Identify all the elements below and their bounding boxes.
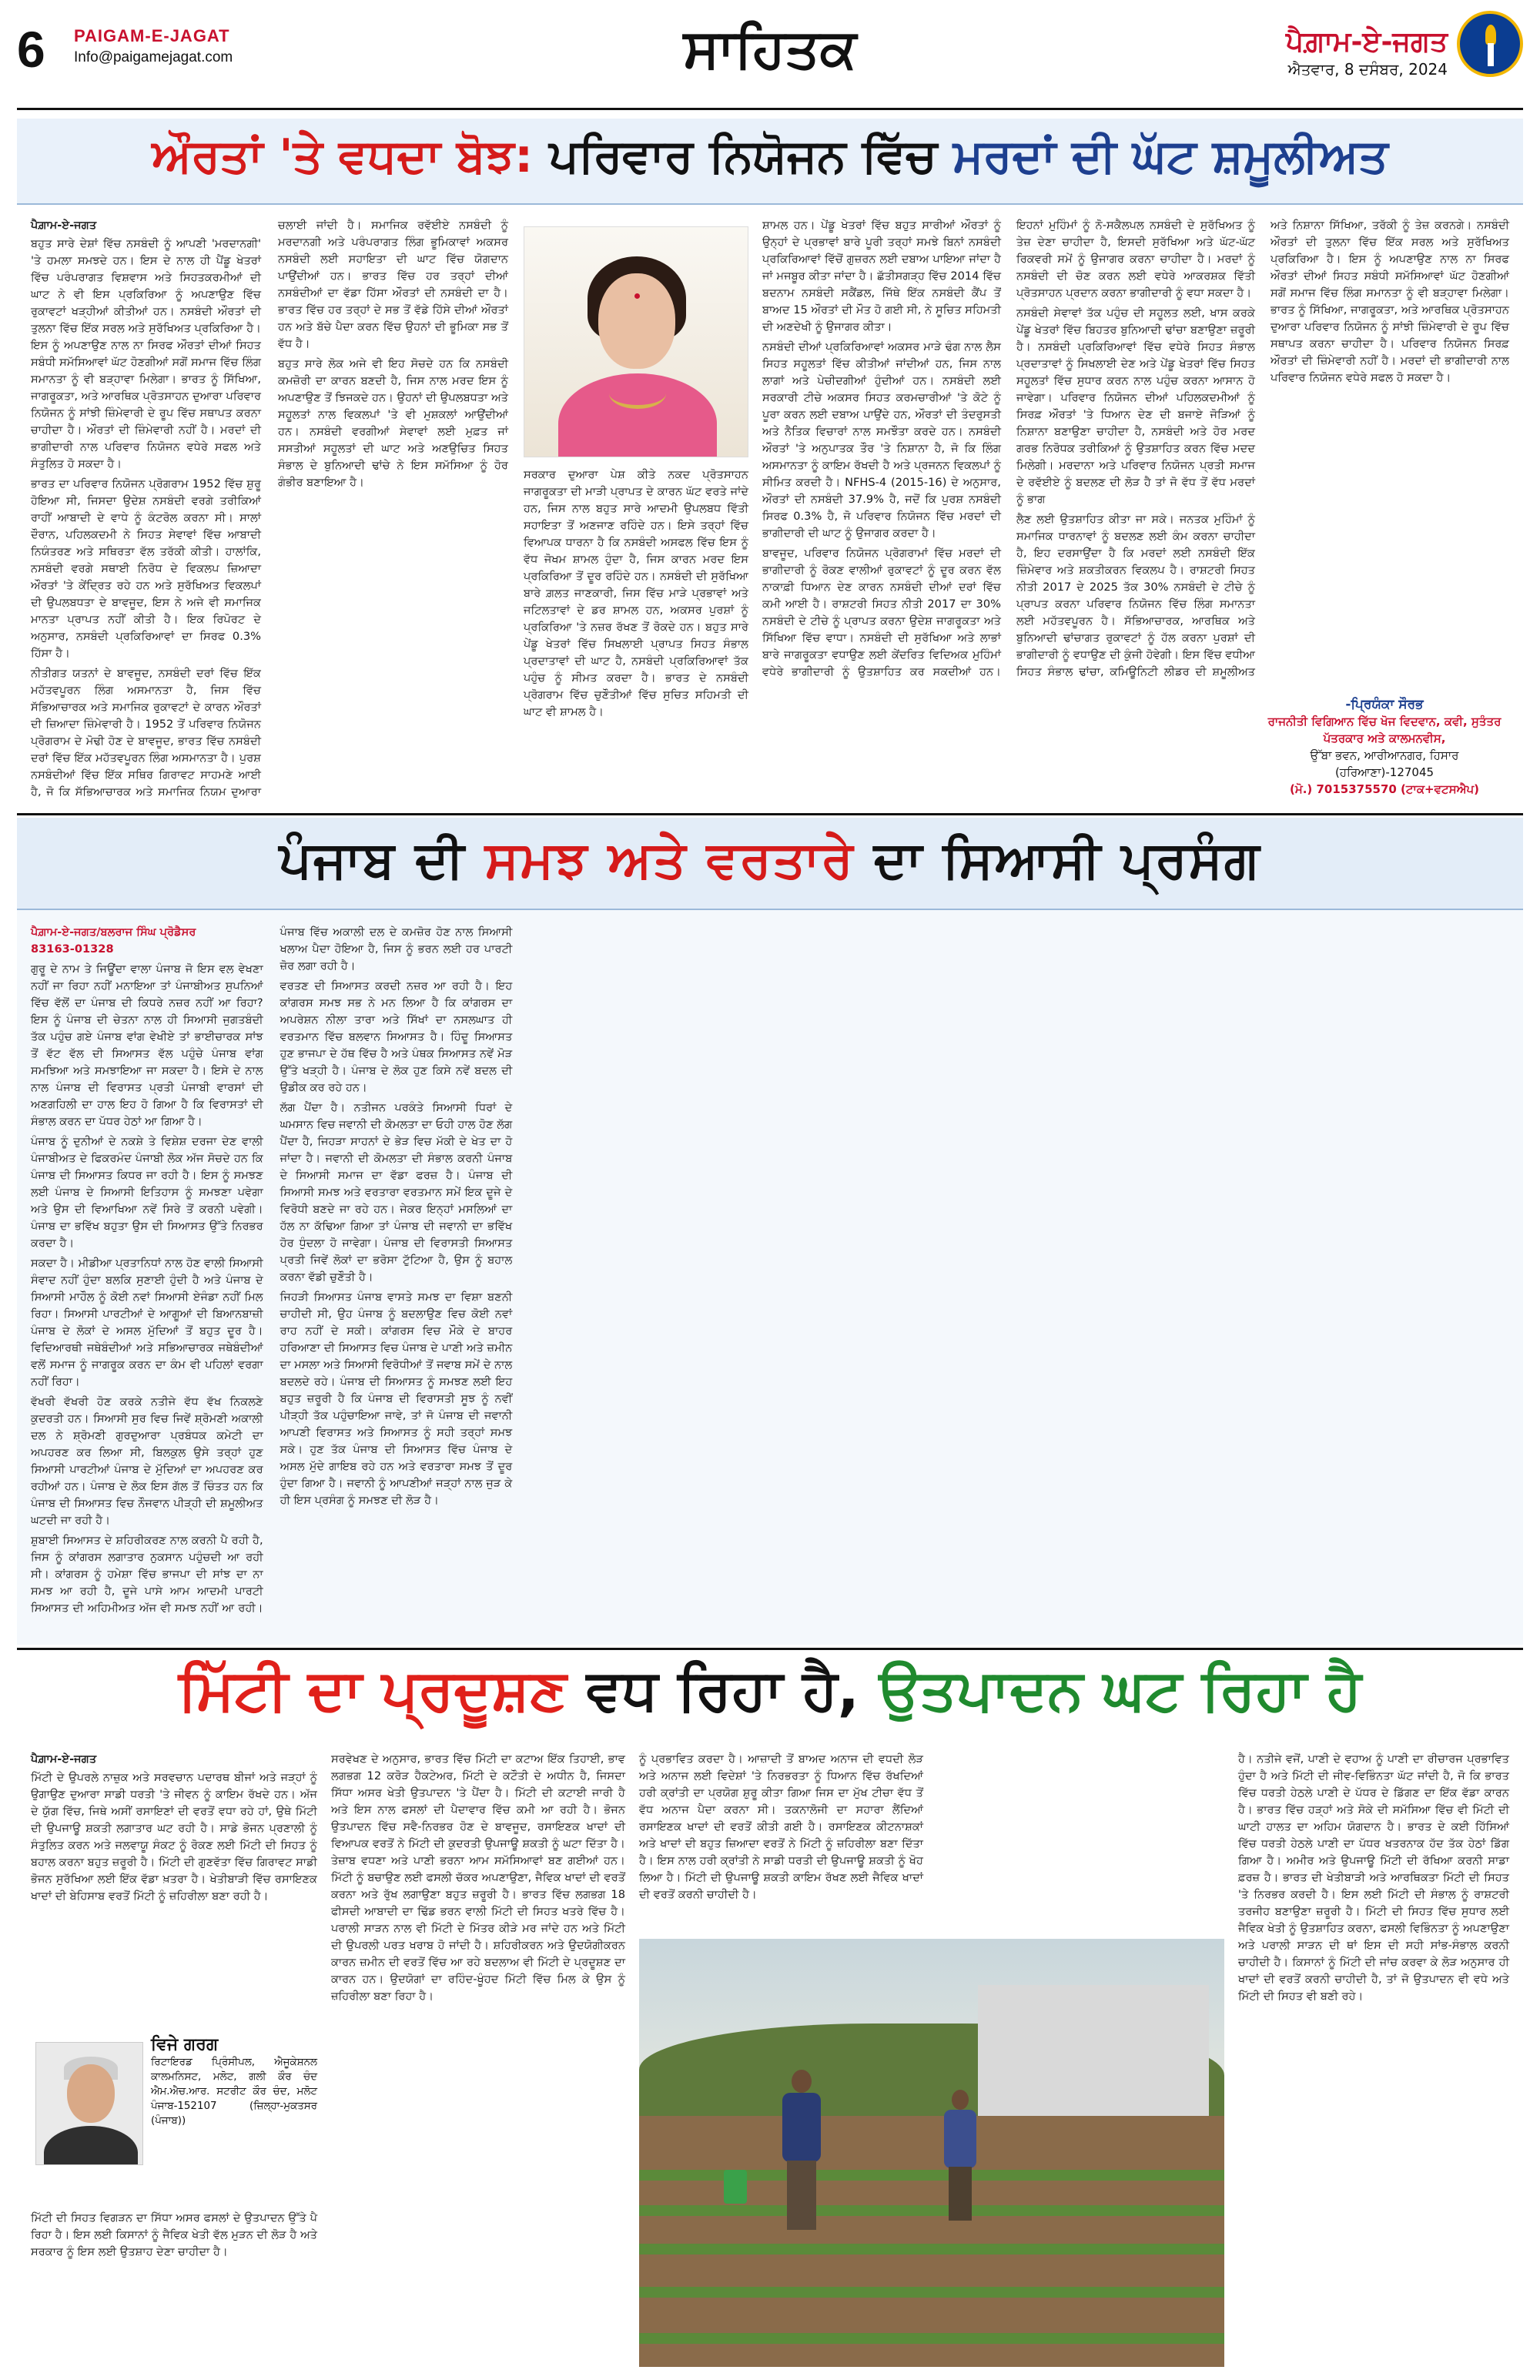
article-column-1 [31, 1751, 317, 2367]
article-column-2 [331, 1751, 625, 2367]
article-soil-pollution [17, 1652, 1523, 2372]
paragraph: ਲੈਣ ਲਈ ਉਤਸ਼ਾਹਿਤ ਕੀਤਾ ਜਾ ਸਕੇ। ਜਨਤਕ ਮੁਹਿੰਮਾਂ ਨੂੰ ਸਮਾਜਿਕ ਧਾਰਨਾਵਾਂ ਨੂੰ ਬਦਲਣ ਲਈ ਕੰਮ ਕਰਨਾ ਚਾਹੀਦਾ ਹੈ, ਇਹ ਦਰਸਾਉਂਦਾ ਹੈ ਕਿ ਮਰਦਾਂ ਲਈ ਨਸਬੰਦੀ ਇੱਕ ਜ਼ਿੰਮੇਵਾਰ ਅਤੇ ਸ਼ਕਤੀਕਰਨ ਵਿਕਲਪ ਹੈ। ਰਾਸ਼ਟਰੀ ਸਿਹਤ ਨੀਤੀ 2017 ਦੇ 2025 ਤੱਕ 30% ਨਸਬੰਦੀ ਦੇ ਟੀਚੇ ਨੂੰ ਪ੍ਰਾਪਤ ਕਰਨਾ ਪਰਿਵਾਰ ਨਿਯੋਜਨ ਵਿੱਚ ਲਿੰਗ ਸਮਾਨਤਾ ਲਈ ਮਹੱਤਵਪੂਰਨ ਹੈ। ਸੱਭਿਆਚਾਰਕ, ਆਰਥਿਕ ਅਤੇ ਬੁਨਿਆਦੀ ਢਾਂਚਾਗਤ ਰੁਕਾਵਟਾਂ ਨੂੰ ਹੱਲ ਕਰਨਾ ਪੁਰਸ਼ਾਂ ਦੀ ਭਾਗੀਦਾਰੀ ਨੂੰ ਵਧਾਉਣ ਦੀ ਕੁੰਜੀ ਹੋਵੇਗੀ। ਇਸ ਵਿੱਚ ਵਧੀਆ ਸਿਹਤ ਸੰਭਾਲ ਢਾਂਚਾ, ਕਮਿਊਨਿਟੀ ਲੀਡਰ ਦੀ ਸ਼ਮੂਲੀਅਤ ਅਤੇ ਨਿਸ਼ਾਨਾ ਸਿੱਖਿਆ, ਤਰੱਕੀ ਨੂੰ ਤੇਜ਼ ਕਰਨਗੇ। ਨਸਬੰਦੀ ਔਰਤਾਂ ਦੀ ਤੁਲਨਾ ਵਿੱਚ ਇੱਕ ਸਰਲ ਅਤੇ ਸੁਰੱਖਿਅਤ ਪ੍ਰਕਿਰਿਆ ਹੈ। ਇਸ ਨੂੰ ਅਪਣਾਉਣ ਨਾਲ ਨਾ ਸਿਰਫ ਔਰਤਾਂ ਦੀਆਂ ਸਿਹਤ ਸਬੰਧੀ ਸਮੱਸਿਆਵਾਂ ਘੱਟ ਹੋਣਗੀਆਂ ਸਗੋਂ ਸਮਾਜ ਵਿੱਚ ਲਿੰਗ ਸਮਾਨਤਾ ਨੂੰ ਵੀ ਬੜ੍ਹਾਵਾ ਮਿਲੇਗਾ। ਭਾਰਤ ਨੂੰ ਸਿੱਖਿਆ, ਜਾਗਰੂਕਤਾ, ਅਤੇ ਆਰਥਿਕ ਪ੍ਰੋਤਸਾਹਨ ਦੁਆਰਾ ਪਰਿਵਾਰ ਨਿਯੋਜਨ ਨੂੰ ਸਾਂਝੀ ਜ਼ਿੰਮੇਵਾਰੀ ਦੇ ਰੂਪ ਵਿੱਚ ਸਥਾਪਤ ਕਰਨਾ ਚਾਹੀਦਾ ਹੈ। ਪਰਿਵਾਰ ਨਿਯੋਜਨ ਸਿਰਫ਼ ਔਰਤਾਂ ਦੀ ਜ਼ਿੰਮੇਵਾਰੀ ਨਹੀਂ ਹੈ। ਮਰਦਾਂ ਦੀ ਭਾਗੀਦਾਰੀ ਨਾਲ ਪਰਿਵਾਰ ਨਿਯੋਜਨ ਵਧੇਰੇ ਸਫਲ ਹੋ ਸਕਦਾ ਹੈ। [1016, 219, 1509, 678]
headline-part-1: ਮਿੱਟੀ ਦਾ ਪ੍ਰਦੂਸ਼ਣ [178, 1657, 567, 1723]
article-column-3 [639, 1751, 1224, 1928]
paragraph: ਨਸਬੰਦੀ ਸੇਵਾਵਾਂ ਤੱਕ ਪਹੁੰਚ ਦੀ ਸਹੂਲਤ ਲਈ, ਖਾਸ ਕਰਕੇ ਪੇਂਡੂ ਖੇਤਰਾਂ ਵਿੱਚ ਬਿਹਤਰ ਬੁਨਿਆਦੀ ਢਾਂਚਾ ਬਣਾਉਣਾ ਜ਼ਰੂਰੀ ਹੈ। ਨਸਬੰਦੀ ਪ੍ਰਕਿਰਿਆਵਾਂ ਵਿੱਚ ਵਧੇਰੇ ਸਿਹਤ ਸੰਭਾਲ ਪ੍ਰਦਾਤਾਵਾਂ ਨੂੰ ਸਿਖਲਾਈ ਦੇਣ ਅਤੇ ਪੇਂਡੂ ਖੇਤਰਾਂ ਵਿੱਚ ਸਿਹਤ ਸਹੂਲਤਾਂ ਵਿੱਚ ਸੁਧਾਰ ਕਰਨ ਨਾਲ ਪਹੁੰਚ ਕਰਨਾ ਆਸਾਨ ਹੋ ਜਾਵੇਗਾ। ਪਰਿਵਾਰ ਨਿਯੋਜਨ ਦੀਆਂ ਪਹਿਲਕਦਮੀਆਂ ਨੂੰ ਸਿਰਫ਼ ਔਰਤਾਂ 'ਤੇ ਧਿਆਨ ਦੇਣ ਦੀ ਬਜਾਏ ਜੋੜਿਆਂ ਨੂੰ ਨਿਸ਼ਾਨਾ ਬਣਾਉਣਾ ਚਾਹੀਦਾ ਹੈ, ਨਸਬੰਦੀ ਅਤੇ ਹੋਰ ਮਰਦ ਗਰਭ ਨਿਰੋਧਕ ਤਰੀਕਿਆਂ ਨੂੰ ਉਤਸ਼ਾਹਿਤ ਕਰਨ ਵਿੱਚ ਮਦਦ ਮਿਲੇਗੀ। ਮਰਦਾਨਾ ਅਤੇ ਪਰਿਵਾਰ ਨਿਯੋਜਨ ਪ੍ਰਤੀ ਸਮਾਜ ਦੇ ਰਵੱਈਏ ਨੂੰ ਬਦਲਣ ਦੀ ਲੋੜ ਹੈ ਤਾਂ ਜੋ ਵੱਧ ਤੋਂ ਵੱਧ ਮਰਦਾਂ ਨੂੰ ਭਾਗ [1016, 306, 1255, 506]
spray-can-icon [724, 2170, 747, 2204]
author-name: ਵਿਜੇ ਗਰਗ [151, 2035, 219, 2054]
article-family-planning [17, 119, 1523, 812]
paragraph: ਵੱਖਰੀ ਵੱਖਰੀ ਹੋਣ ਕਰਕੇ ਨਤੀਜੇ ਵੱਧ ਵੱਖ ਨਿਕਲਣੇ ਕੁਦਰਤੀ ਹਨ। ਸਿਆਸੀ ਸੁਰ ਵਿਚ ਜਿਵੇਂ ਸ਼੍ਰੋਮਣੀ ਅਕਾਲੀ ਦਲ ਨੇ ਸ਼੍ਰੋਮਣੀ ਗੁਰਦੁਆਰਾ ਪ੍ਰਬੰਧਕ ਕਮੇਟੀ ਦਾ ਅਪਹਰਣ ਕਰ ਲਿਆ ਸੀ, ਬਿਲਕੁਲ ਉਸੇ ਤਰ੍ਹਾਂ ਹੁਣ ਸਿਆਸੀ ਪਾਰਟੀਆਂ ਪੰਜਾਬ ਦੇ ਮੁੱਦਿਆਂ ਦਾ ਅਪਹਰਣ ਕਰ ਰਹੀਆਂ ਹਨ। ਪੰਜਾਬ ਦੇ ਲੋਕ ਇਸ ਗੱਲ ਤੋਂ ਚਿੰਤਤ ਹਨ ਕਿ ਪੰਜਾਬ ਦੀ ਸਿਆਸਤ ਵਿਚ ਨੌਜਵਾਨ ਪੀੜ੍ਹੀ ਦੀ ਸ਼ਮੂਲੀਅਤ ਘਟਦੀ ਜਾ ਰਹੀ ਹੈ। [31, 1395, 263, 1527]
publication-name: PAIGAM-E-JAGAT [74, 26, 230, 45]
article-body-middle [524, 467, 748, 802]
article-column-4 [1238, 1751, 1509, 2367]
masthead [0, 0, 1540, 115]
paragraph: ਬਹੁਤ ਸਾਰੇ ਲੋਕ ਅਜੇ ਵੀ ਇਹ ਸੋਚਦੇ ਹਨ ਕਿ ਨਸਬੰਦੀ ਕਮਜ਼ੋਰੀ ਦਾ ਕਾਰਨ ਬਣਦੀ ਹੈ, ਜਿਸ ਨਾਲ ਮਰਦ ਇਸ ਨੂੰ ਅਪਣਾਉਣ ਤੋਂ ਝਿਜਕਦੇ ਹਨ। ਉਹਨਾਂ ਦੀ ਉਪਲਬਧਤਾ ਅਤੇ ਸਹੂਲਤਾਂ ਨਾਲ ਵਿਕਲਪਾਂ 'ਤੇ ਵੀ ਮੁਸ਼ਕਲਾਂ ਆਉਂਦੀਆਂ ਹਨ। ਨਸਬੰਦੀ ਵਰਗੀਆਂ ਸੇਵਾਵਾਂ ਲਈ ਮੁਫ਼ਤ ਜਾਂ ਸਸਤੀਆਂ ਸਹੂਲਤਾਂ ਦੀ ਘਾਟ ਅਤੇ ਅਣਉਚਿਤ ਸਿਹਤ ਸੰਭਾਲ ਦੇ ਬੁਨਿਆਦੀ ਢਾਂਚੇ ਨੇ ਇਸ ਸਮੱਸਿਆ ਨੂੰ ਹੋਰ ਗੰਭੀਰ ਬਣਾਇਆ ਹੈ। [278, 357, 508, 489]
author-name: -ਪ੍ਰਿਯੰਕਾ ਸੌਰਭ [1345, 697, 1424, 712]
paragraph: ਭਾਰਤ ਦਾ ਪਰਿਵਾਰ ਨਿਯੋਜਨ ਪ੍ਰੋਗਰਾਮ 1952 ਵਿੱਚ ਸ਼ੁਰੂ ਹੋਇਆ ਸੀ, ਜਿਸਦਾ ਉਦੇਸ਼ ਨਸਬੰਦੀ ਵਰਗੇ ਤਰੀਕਿਆਂ ਰਾਹੀਂ ਆਬਾਦੀ ਦੇ ਵਾਧੇ ਨੂੰ ਕੰਟਰੋਲ ਕਰਨਾ ਸੀ। ਸਾਲਾਂ ਦੌਰਾਨ, ਪਹਿਲਕਦਮੀ ਨੇ ਸਿਹਤ ਸੇਵਾਵਾਂ ਵਿੱਚ ਆਬਾਦੀ ਨਿਯੰਤਰਣ ਅਤੇ ਸਥਿਰਤਾ ਵੱਲ ਤਰੱਕੀ ਕੀਤੀ। ਹਾਲਾਂਕਿ, ਨਸਬੰਦੀ ਵਰਗੇ ਸਥਾਈ ਨਿਰੋਧ ਦੇ ਵਿਕਲਪ ਜ਼ਿਆਦਾ ਔਰਤਾਂ 'ਤੇ ਕੇਂਦ੍ਰਿਤ ਰਹੇ ਹਨ ਅਤੇ ਸੁਰੱਖਿਅਤ ਵਿਕਲਪਾਂ ਦੀ ਉਪਲਬਧਤਾ ਦੇ ਬਾਵਜੂਦ, ਇਸ ਨੇ ਅਜੇ ਵੀ ਸਮਾਜਿਕ ਮਾਨਤਾ ਪ੍ਰਾਪਤ ਨਹੀਂ ਕੀਤੀ ਹੈ। ਇਕ ਰਿਪੋਰਟ ਦੇ ਅਨੁਸਾਰ, ਨਸਬੰਦੀ ਪ੍ਰਕਿਰਿਆਵਾਂ ਦਾ ਸਿਰਫ 0.3% ਹਿੱਸਾ ਹੈ। [31, 477, 261, 660]
author-signature [1260, 696, 1509, 804]
farmer-legs [949, 2167, 972, 2221]
farmer-head [952, 2090, 969, 2110]
torch-stem-icon [1488, 43, 1494, 66]
issue-date: ਐਤਵਾਰ, 8 ਦਸੰਬਰ, 2024 [1287, 60, 1448, 79]
author-card [31, 2037, 317, 2199]
byline: ਪੈਗ਼ਾਮ-ਏ-ਜਗਤ/ਬਲਰਾਜ ਸਿੰਘ ਪ੍ਰੋਡੈਸਰ [31, 926, 196, 939]
photo-crop-row [639, 2205, 1224, 2216]
article-punjab-politics [17, 818, 1523, 1645]
paragraph: ਬਾਵਜੂਦ, ਪਰਿਵਾਰ ਨਿਯੋਜਨ ਪ੍ਰੋਗਰਾਮਾਂ ਵਿੱਚ ਮਰਦਾਂ ਦੀ ਭਾਗੀਦਾਰੀ ਨੂੰ ਰੋਕਣ ਵਾਲੀਆਂ ਰੁਕਾਵਟਾਂ ਨੂੰ ਦੂਰ ਕਰਨ ਵੱਲ ਨਾਕਾਫ਼ੀ ਧਿਆਨ ਦੇਣ ਕਾਰਨ ਨਸਬੰਦੀ ਦੀਆਂ ਦਰਾਂ ਵਿੱਚ ਕਮੀ ਆਈ ਹੈ। ਰਾਸ਼ਟਰੀ ਸਿਹਤ ਨੀਤੀ 2017 ਦਾ 30% ਨਸਬੰਦੀ ਦੇ ਟੀਚੇ ਨੂੰ ਪ੍ਰਾਪਤ ਕਰਨਾ ਉਦੇਸ਼ ਜਾਗਰੂਕਤਾ ਅਤੇ ਸਿੱਖਿਆ ਵਿੱਚ ਵਾਧਾ। ਨਸਬੰਦੀ ਦੀ ਸੁਰੱਖਿਆ ਅਤੇ ਲਾਭਾਂ ਬਾਰੇ ਜਾਗਰੂਕਤਾ ਵਧਾਉਣ ਲਈ ਕੇਂਦਰਿਤ ਵਿਦਿਅਕ ਮੁਹਿੰਮਾਂ ਵਧੇਰੇ ਭਾਗੀਦਾਰੀ ਨੂੰ ਉਤਸ਼ਾਹਿਤ ਕਰ ਸਕਦੀਆਂ ਹਨ। ਇਹਨਾਂ ਮੁਹਿੰਮਾਂ ਨੂੰ ਨੋ-ਸਕੈਲਪਲ ਨਸਬੰਦੀ ਦੇ ਸੁਰੱਖਿਅਤ ਨੂੰ ਤੇਜ਼ ਦੇਣਾ ਚਾਹੀਦਾ ਹੈ, ਇਸਦੀ ਸੁਰੱਖਿਆ ਅਤੇ ਘੱਟ-ਘੱਟ ਰਿਕਵਰੀ ਸਮੇਂ ਨੂੰ ਉਜਾਗਰ ਕਰਨਾ ਚਾਹੀਦਾ ਹੈ। ਮਰਦਾਂ ਨੂੰ ਨਸਬੰਦੀ ਦੀ ਚੋਣ ਕਰਨ ਲਈ ਵਧੇਰੇ ਆਕਰਸ਼ਕ ਵਿੱਤੀ ਪ੍ਰੋਤਸਾਹਨ ਪ੍ਰਦਾਨ ਕਰਨਾ ਭਾਗੀਦਾਰੀ ਨੂੰ ਵਧਾ ਸਕਦਾ ਹੈ। [762, 219, 1255, 678]
portrait-bindi [634, 293, 640, 299]
article-headline [17, 129, 1523, 183]
byline-phone: 83163-01328 [31, 942, 114, 956]
paragraph: ਸ਼ੁਬਾਈ ਸਿਆਸਤ ਦੇ ਸ਼ਹਿਰੀਕਰਣ ਨਾਲ ਕਰਨੀ ਪੈ ਰਹੀ ਹੈ, ਜਿਸ ਨੂੰ ਕਾਂਗਰਸ ਲਗਾਤਾਰ ਨੁਕਸਾਨ ਪਹੁੰਚਦੀ ਆ ਰਹੀ ਸੀ। ਕਾਂਗਰਸ ਨੂੰ ਹਮੇਸ਼ਾ ਵਿੱਚ ਭਾਜਪਾ ਦੀ ਸਾਂਝ ਦਾ ਨਾ ਸਮਝ ਆ ਰਹੀ ਹੈ, ਦੂਜੇ ਪਾਸੇ ਆਮ ਆਦਮੀ ਪਾਰਟੀ ਸਿਆਸਤ ਦੀ ਅਹਿਮੀਅਤ ਅੱਜ ਵੀ ਸਮਝ ਨਹੀਂ ਆ ਰਹੀ। ਪੰਜਾਬ ਵਿੱਚ ਅਕਾਲੀ ਦਲ ਦੇ ਕਮਜ਼ੋਰ ਹੋਣ ਨਾਲ ਸਿਆਸੀ ਖਲਾਅ ਪੈਦਾ ਹੋਇਆ ਹੈ, ਜਿਸ ਨੂੰ ਭਰਨ ਲਈ ਹਰ ਪਾਰਟੀ ਜ਼ੋਰ ਲਗਾ ਰਹੀ ਹੈ। [31, 926, 513, 1615]
paragraph: ਮਿੱਟੀ ਦੀ ਸਿਹਤ ਵਿਗੜਨ ਦਾ ਸਿੱਧਾ ਅਸਰ ਫਸਲਾਂ ਦੇ ਉਤਪਾਦਨ ਉੱਤੇ ਪੈ ਰਿਹਾ ਹੈ। ਇਸ ਲਈ ਕਿਸਾਨਾਂ ਨੂੰ ਜੈਵਿਕ ਖੇਤੀ ਵੱਲ ਮੁੜਨ ਦੀ ਲੋੜ ਹੈ ਅਤੇ ਸਰਕਾਰ ਨੂੰ ਇਸ ਲਈ ਉਤਸ਼ਾਹ ਦੇਣਾ ਚਾਹੀਦਾ ਹੈ। [31, 2211, 317, 2258]
paragraph: ਲੱਗ ਪੈਂਦਾ ਹੈ। ਨਤੀਜਨ ਪਰਕੰਤੇ ਸਿਆਸੀ ਧਿਰਾਂ ਦੇ ਘਮਸਾਨ ਵਿਚ ਜਵਾਨੀ ਦੀ ਕੋਮਲਤਾ ਦਾ ਓਹੀ ਹਾਲ ਹੋਣ ਲੱਗ ਪੈਂਦਾ ਹੈ, ਜਿਹੜਾ ਸਾਹਨਾਂ ਦੇ ਭੇੜ ਵਿਚ ਮੱਕੀ ਦੇ ਖੇਤ ਦਾ ਹੋ ਜਾਂਦਾ ਹੈ। ਜਵਾਨੀ ਦੀ ਕੋਮਲਤਾ ਦੀ ਸੰਭਾਲ ਕਰਨੀ ਪੰਜਾਬ ਦੇ ਸਿਆਸੀ ਸਮਾਜ ਦਾ ਵੱਡਾ ਫਰਜ਼ ਹੈ। ਪੰਜਾਬ ਦੀ ਸਿਆਸੀ ਸਮਝ ਅਤੇ ਵਰਤਾਰਾ ਵਰਤਮਾਨ ਸਮੇਂ ਇਕ ਦੂਜੇ ਦੇ ਵਿਰੋਧੀ ਬਣਦੇ ਜਾ ਰਹੇ ਹਨ। ਜੇਕਰ ਇਨ੍ਹਾਂ ਮਸਲਿਆਂ ਦਾ ਹੱਲ ਨਾ ਕੱਢਿਆ ਗਿਆ ਤਾਂ ਪੰਜਾਬ ਦੀ ਜਵਾਨੀ ਦਾ ਭਵਿੱਖ ਹੋਰ ਧੁੰਦਲਾ ਹੋ ਜਾਵੇਗਾ। ਪੰਜਾਬ ਦੀ ਵਿਰਾਸਤੀ ਸਿਆਸਤ ਪ੍ਰਤੀ ਜਿਵੇਂ ਲੋਕਾਂ ਦਾ ਭਰੋਸਾ ਟੁੱਟਿਆ ਹੈ, ਉਸ ਨੂੰ ਬਹਾਲ ਕਰਨਾ ਵੱਡੀ ਚੁਣੌਤੀ ਹੈ। [280, 1101, 513, 1284]
photo-crop-row [639, 2244, 1224, 2254]
paragraph: ਨੀਤੀਗਤ ਯਤਨਾਂ ਦੇ ਬਾਵਜੂਦ, ਨਸਬੰਦੀ ਦਰਾਂ ਵਿੱਚ ਇੱਕ ਮਹੱਤਵਪੂਰਨ ਲਿੰਗ ਅਸਮਾਨਤਾ ਹੈ, ਜਿਸ ਵਿੱਚ ਸੱਭਿਆਚਾਰਕ ਅਤੇ ਸਮਾਜਿਕ ਰੁਕਾਵਟਾਂ ਦੇ ਕਾਰਨ ਔਰਤਾਂ ਦੀ ਜ਼ਿਆਦਾ ਜ਼ਿੰਮੇਵਾਰੀ ਹੈ। 1952 ਤੋਂ ਪਰਿਵਾਰ ਨਿਯੋਜਨ ਪ੍ਰੋਗਰਾਮ ਦੇ ਮੋਢੀ ਹੋਣ ਦੇ ਬਾਵਜੂਦ, ਭਾਰਤ ਵਿੱਚ ਨਸਬੰਦੀ ਦਰਾਂ ਵਿੱਚ ਇੱਕ ਮਹੱਤਵਪੂਰਨ ਲਿੰਗ ਅਸਮਾਨਤਾ ਹੈ। ਪੁਰਸ਼ ਨਸਬੰਦੀਆਂ ਵਿੱਚ ਇੱਕ ਸਥਿਰ ਗਿਰਾਵਟ ਸਾਹਮਣੇ ਆਈ ਹੈ, ਜੋ ਕਿ ਸੱਭਿਆਚਾਰਕ ਅਤੇ ਸਮਾਜਿਕ ਨਿਯਮ ਦੁਆਰਾ ਚਲਾਈ ਜਾਂਦੀ ਹੈ। ਸਮਾਜਿਕ ਰਵੱਈਏ ਨਸਬੰਦੀ ਨੂੰ ਮਰਦਾਨਗੀ ਅਤੇ ਪਰੰਪਰਾਗਤ ਲਿੰਗ ਭੂਮਿਕਾਵਾਂ ਅਕਸਰ ਨਸਬੰਦੀ ਲਈ ਸਹਾਇਤਾ ਦੀ ਘਾਟ ਵਿੱਚ ਯੋਗਦਾਨ ਪਾਉਂਦੀਆਂ ਹਨ। ਭਾਰਤ ਵਿੱਚ ਹਰ ਤਰ੍ਹਾਂ ਦੀਆਂ ਨਸਬੰਦੀਆਂ ਦਾ ਵੱਡਾ ਹਿੱਸਾ ਔਰਤਾਂ ਦੀ ਨਸਬੰਦੀ ਦਾ ਹੈ। ਭਾਰਤ ਵਿੱਚ ਹਰ ਤਰ੍ਹਾਂ ਦੇ ਸਭ ਤੋਂ ਵੱਡੇ ਹਿੱਸੇ ਦੀਆਂ ਔਰਤਾਂ ਹਨ ਅਤੇ ਬੱਚੇ ਪੈਦਾ ਕਰਨ ਵਿੱਚ ਉਹਨਾਂ ਦੀ ਭੂਮਿਕਾ ਸਭ ਤੋਂ ਵੱਧ ਹੈ। [31, 219, 508, 798]
photo-field [639, 2116, 1224, 2367]
headline-part-1: ਪੰਜਾਬ ਦੀ [279, 830, 466, 889]
page-number: 6 [17, 21, 45, 78]
photo-wall [978, 1985, 1209, 2131]
farmer-spraying-field-photo [639, 1939, 1224, 2367]
farmer-torso [782, 2093, 821, 2162]
author-address: ਉੱਬਾ ਭਵਨ, ਆਰੀਆਨਗਰ, ਹਿਸਾਰ (ਹਰਿਆਣਾ)-127045 [1310, 748, 1459, 779]
section-divider [17, 813, 1523, 815]
article-body [31, 924, 1509, 1632]
author-description: ਰਾਜਨੀਤੀ ਵਿਗਿਆਨ ਵਿੱਚ ਖੋਜ ਵਿਦਵਾਨ, ਕਵੀ, ਸੁਤੰਤਰ ਪੱਤਰਕਾਰ ਅਤੇ ਕਾਲਮਨਵੀਸ, [1267, 715, 1502, 745]
paragraph: ਮਿੱਟੀ ਦੇ ਉਪਰਲੇ ਨਾਜ਼ੁਕ ਅਤੇ ਸਰਵਚਾਨ ਪਦਾਰਥ ਬੀਜਾਂ ਅਤੇ ਜੜ੍ਹਾਂ ਨੂੰ ਉਗਾਉਣ ਦੁਆਰਾ ਸਾਡੀ ਧਰਤੀ 'ਤੇ ਜੀਵਨ ਨੂੰ ਕਾਇਮ ਰੱਖਦੇ ਹਨ। ਅੱਜ ਦੇ ਯੁੱਗ ਵਿੱਚ, ਜਿਥੇ ਅਸੀਂ ਰਸਾਇਣਾਂ ਦੀ ਵਰਤੋਂ ਵਧਾ ਰਹੇ ਹਾਂ, ਉਥੇ ਮਿੱਟੀ ਦੀ ਉਪਜਾਊ ਸ਼ਕਤੀ ਲਗਾਤਾਰ ਘਟ ਰਹੀ ਹੈ। ਸਾਡੇ ਭੋਜਨ ਪ੍ਰਣਾਲੀ ਨੂੰ ਸੰਤੁਲਿਤ ਕਰਨ ਅਤੇ ਜਲਵਾਯੂ ਸੰਕਟ ਨੂੰ ਰੋਕਣ ਲਈ ਮਿੱਟੀ ਦੀ ਸਿਹਤ ਨੂੰ ਬਹਾਲ ਕਰਨਾ ਬਹੁਤ ਜ਼ਰੂਰੀ ਹੈ। ਮਿੱਟੀ ਦੀ ਗੁਣਵੱਤਾ ਵਿੱਚ ਗਿਰਾਵਟ ਸਾਡੀ ਭੋਜਨ ਸੁਰੱਖਿਆ ਲਈ ਇੱਕ ਵੱਡਾ ਖ਼ਤਰਾ ਹੈ। ਖੇਤੀਬਾੜੀ ਵਿੱਚ ਰਸਾਇਣਕ ਖਾਦਾਂ ਦੀ ਬੇਹਿਸਾਬ ਵਰਤੋਂ ਮਿੱਟੀ ਨੂੰ ਜ਼ਹਿਰੀਲਾ ਬਣਾ ਰਹੀ ਹੈ। [31, 1771, 317, 1903]
paragraph: ਹੈ। ਨਤੀਜੇ ਵਜੋਂ, ਪਾਣੀ ਦੇ ਵਹਾਅ ਨੂੰ ਪਾਣੀ ਦਾ ਰੀਚਾਰਜ ਪ੍ਰਭਾਵਿਤ ਹੁੰਦਾ ਹੈ ਅਤੇ ਮਿੱਟੀ ਦੀ ਜੀਵ-ਵਿਭਿੰਨਤਾ ਘੱਟ ਜਾਂਦੀ ਹੈ, ਜੋ ਕਿ ਭਾਰਤ ਵਿੱਚ ਧਰਤੀ ਹੇਠਲੇ ਪਾਣੀ ਦੇ ਪੱਧਰ ਦੇ ਡਿੱਗਣ ਦਾ ਇੱਕ ਵੱਡਾ ਕਾਰਨ ਹੈ। ਭਾਰਤ ਵਿੱਚ ਹੜ੍ਹਾਂ ਅਤੇ ਸੋਕੇ ਦੀ ਸਮੱਸਿਆ ਵਿੱਚ ਵੀ ਮਿੱਟੀ ਦੀ ਘਾਟੀ ਹਾਲਤ ਦਾ ਅਹਿਮ ਯੋਗਦਾਨ ਹੈ। ਭਾਰਤ ਦੇ ਕਈ ਹਿੱਸਿਆਂ ਵਿੱਚ ਧਰਤੀ ਹੇਠਲੇ ਪਾਣੀ ਦਾ ਪੱਧਰ ਖਤਰਨਾਕ ਹੱਦ ਤੱਕ ਹੇਠਾਂ ਡਿੱਗ ਗਿਆ ਹੈ। ਅਮੀਰ ਅਤੇ ਉਪਜਾਊ ਮਿੱਟੀ ਦੀ ਰੱਖਿਆ ਕਰਨੀ ਸਾਡਾ ਫ਼ਰਜ਼ ਹੈ। ਭਾਰਤ ਦੀ ਖੇਤੀਬਾੜੀ ਅਤੇ ਆਰਥਿਕਤਾ ਮਿੱਟੀ ਦੀ ਸਿਹਤ 'ਤੇ ਨਿਰਭਰ ਕਰਦੀ ਹੈ। ਇਸ ਲਈ ਮਿੱਟੀ ਦੀ ਸੰਭਾਲ ਨੂੰ ਰਾਸ਼ਟਰੀ ਤਰਜੀਹ ਬਣਾਉਣਾ ਜ਼ਰੂਰੀ ਹੈ। ਮਿੱਟੀ ਦੀ ਸਿਹਤ ਵਿੱਚ ਸੁਧਾਰ ਲਈ ਜੈਵਿਕ ਖੇਤੀ ਨੂੰ ਉਤਸ਼ਾਹਿਤ ਕਰਨਾ, ਫਸਲੀ ਵਿਭਿੰਨਤਾ ਨੂੰ ਅਪਣਾਉਣਾ ਅਤੇ ਪਰਾਲੀ ਸਾੜਨ ਦੀ ਥਾਂ ਇਸ ਦੀ ਸਹੀ ਸਾਂਭ-ਸੰਭਾਲ ਕਰਨੀ ਚਾਹੀਦੀ ਹੈ। ਕਿਸਾਨਾਂ ਨੂੰ ਮਿੱਟੀ ਦੀ ਜਾਂਚ ਕਰਵਾ ਕੇ ਲੋੜ ਅਨੁਸਾਰ ਹੀ ਖਾਦਾਂ ਦੀ ਵਰਤੋਂ ਕਰਨੀ ਚਾਹੀਦੀ ਹੈ, ਤਾਂ ਜੋ ਉਤਪਾਦਨ ਵੀ ਵਧੇ ਅਤੇ ਮਿੱਟੀ ਦੀ ਸਿਹਤ ਵੀ ਬਣੀ ਰਹੇ। [1238, 1752, 1509, 2003]
masthead-divider [17, 108, 1523, 110]
article-headline [17, 830, 1523, 891]
author-photo-face [67, 2064, 115, 2123]
article-body-left [31, 217, 508, 802]
paragraph: ਵਰਤਣ ਦੀ ਸਿਆਸਤ ਕਰਦੀ ਨਜ਼ਰ ਆ ਰਹੀ ਹੈ। ਇਹ ਕਾਂਗਰਸ ਸਮਝ ਸਭ ਨੇ ਮਨ ਲਿਆ ਹੈ ਕਿ ਕਾਂਗਰਸ ਦਾ ਅਪਰੇਸ਼ਨ ਨੀਲਾ ਤਾਰਾ ਅਤੇ ਸਿੱਖਾਂ ਦਾ ਨਸਲਘਾਤ ਹੀ ਵਰਤਮਾਨ ਵਿੱਚ ਬਲਵਾਨ ਸਿਆਸਤ ਹੈ। ਹਿੰਦੂ ਸਿਆਸਤ ਹੁਣ ਭਾਜਪਾ ਦੇ ਹੱਥ ਵਿੱਚ ਹੈ ਅਤੇ ਪੰਥਕ ਸਿਆਸਤ ਨਵੇਂ ਮੋੜ ਉੱਤੇ ਖੜ੍ਹੀ ਹੈ। ਪੰਜਾਬ ਦੇ ਲੋਕ ਹੁਣ ਕਿਸੇ ਨਵੇਂ ਬਦਲ ਦੀ ਉਡੀਕ ਕਰ ਰਹੇ ਹਨ। [280, 979, 513, 1094]
headline-part-3: ਦਾ ਸਿਆਸੀ ਪ੍ਰਸੰਗ [873, 830, 1261, 889]
paragraph: ਬਹੁਤ ਸਾਰੇ ਦੇਸ਼ਾਂ ਵਿੱਚ ਨਸਬੰਦੀ ਨੂੰ ਆਪਣੀ 'ਮਰਦਾਨਗੀ' 'ਤੇ ਹਮਲਾ ਸਮਝਦੇ ਹਨ। ਇਸ ਦੇ ਨਾਲ ਹੀ ਪੈਂਡੂ ਖੇਤਰਾਂ ਵਿੱਚ ਪਰੰਪਰਾਗਤ ਵਿਸ਼ਵਾਸ ਅਤੇ ਸਿਹਤਕਰਮੀਆਂ ਦੀ ਘਾਟ ਨੇ ਵੀ ਇਸ ਪ੍ਰਕਿਰਿਆ ਨੂੰ ਅਪਣਾਉਣ ਵਿੱਚ ਰੁਕਾਵਟਾਂ ਖੜ੍ਹੀਆਂ ਕੀਤੀਆਂ ਹਨ। ਨਸਬੰਦੀ ਔਰਤਾਂ ਦੀ ਤੁਲਨਾ ਵਿੱਚ ਇੱਕ ਸਰਲ ਅਤੇ ਸੁਰੱਖਿਅਤ ਪ੍ਰਕਿਰਿਆ ਹੈ। ਇਸ ਨੂੰ ਅਪਣਾਉਣ ਨਾਲ ਨਾ ਸਿਰਫ ਔਰਤਾਂ ਦੀਆਂ ਸਿਹਤ ਸਬੰਧੀ ਸਮੱਸਿਆਵਾਂ ਘੱਟ ਹੋਣਗੀਆਂ ਸਗੋਂ ਸਮਾਜ ਵਿੱਚ ਲਿੰਗ ਸਮਾਨਤਾ ਨੂੰ ਵੀ ਬੜ੍ਹਾਵਾ ਮਿਲੇਗਾ। ਭਾਰਤ ਨੂੰ ਸਿੱਖਿਆ, ਜਾਗਰੂਕਤਾ, ਅਤੇ ਆਰਥਿਕ ਪ੍ਰੋਤਸਾਹਨ ਦੁਆਰਾ ਪਰਿਵਾਰ ਨਿਯੋਜਨ ਨੂੰ ਸਾਂਝੀ ਜ਼ਿੰਮੇਵਾਰੀ ਦੇ ਰੂਪ ਵਿੱਚ ਸਥਾਪਤ ਕਰਨਾ ਚਾਹੀਦਾ ਹੈ। ਔਰਤਾਂ ਦੀ ਜ਼ਿੰਮੇਵਾਰੀ ਨਹੀਂ ਹੈ। ਮਰਦਾਂ ਦੀ ਭਾਗੀਦਾਰੀ ਨਾਲ ਪਰਿਵਾਰ ਨਿਯੋਜਨ ਵਧੇਰੇ ਸਫਲ ਅਤੇ ਸੰਤੁਲਿਤ ਹੋ ਸਕਦਾ ਹੈ। [31, 237, 261, 470]
headline-part-3: ਮਰਦਾਂ ਦੀ ਘੱਟ ਸ਼ਮੂਲੀਅਤ [952, 129, 1388, 183]
torch-flame-icon [1485, 25, 1496, 45]
paragraph: ਸ਼ਾਮਲ ਹਨ। ਪੇਂਡੂ ਖੇਤਰਾਂ ਵਿੱਚ ਬਹੁਤ ਸਾਰੀਆਂ ਔਰਤਾਂ ਨੂੰ ਉਨ੍ਹਾਂ ਦੇ ਪ੍ਰਭਾਵਾਂ ਬਾਰੇ ਪੂਰੀ ਤਰ੍ਹਾਂ ਸਮਝੇ ਬਿਨਾਂ ਨਸਬੰਦੀ ਪ੍ਰਕਿਰਿਆਵਾਂ ਵਿੱਚੋਂ ਗੁਜ਼ਰਨ ਲਈ ਦਬਾਅ ਪਾਇਆ ਜਾਂਦਾ ਹੈ ਜਾਂ ਮਜਬੂਰ ਕੀਤਾ ਜਾਂਦਾ ਹੈ। ਛੱਤੀਸਗੜ੍ਹ ਵਿੱਚ 2014 ਵਿੱਚ ਬਦਨਾਮ ਨਸਬੰਦੀ ਸਕੈਂਡਲ, ਜਿੱਥੇ ਇੱਕ ਨਸਬੰਦੀ ਕੈਂਪ ਤੋਂ ਬਾਅਦ 15 ਔਰਤਾਂ ਦੀ ਮੌਤ ਹੋ ਗਈ ਸੀ, ਨੇ ਸੂਚਿਤ ਸਹਿਮਤੀ ਦੀ ਅਣਦੇਖੀ ਨੂੰ ਉਜਾਗਰ ਕੀਤਾ। [762, 219, 1001, 333]
author-photo-body [44, 2126, 138, 2165]
author-lines: ਰਿਟਾਇਰਡ ਪ੍ਰਿੰਸੀਪਲ, ਐਜੂਕੇਸ਼ਨਲ ਕਾਲਮਨਿਸਟ, ਮਲੋਟ, ਗਲੀ ਕੌਰ ਚੰਦ ਐਮ.ਐਚ.ਆਰ. ਸਟਰੀਟ ਕੌਰ ਚੰਦ, ਮਲੋਟ ਪੰਜਾਬ-152107 (ਜ਼ਿਲ੍ਹਾ-ਮੁਕਤਸਰ (ਪੰਜਾਬ)) [151, 2057, 317, 2127]
article-headline [17, 1657, 1523, 1724]
dateline: ਪੈਗ਼ਾਮ-ਏ-ਜਗਤ [31, 1752, 97, 1766]
torch-logo-icon [1457, 11, 1523, 77]
photo-farmer-2 [941, 2090, 979, 2221]
headline-part-2: ਵਧ ਰਿਹਾ ਹੈ, [586, 1657, 859, 1723]
paragraph: ਨਸਬੰਦੀ ਦੀਆਂ ਪ੍ਰਕਿਰਿਆਵਾਂ ਅਕਸਰ ਮਾੜੇ ਢੰਗ ਨਾਲ ਲੈਸ ਸਿਹਤ ਸਹੂਲਤਾਂ ਵਿੱਚ ਕੀਤੀਆਂ ਜਾਂਦੀਆਂ ਹਨ, ਜਿਸ ਨਾਲ ਲਾਗਾਂ ਅਤੇ ਪੇਚੀਦਗੀਆਂ ਹੁੰਦੀਆਂ ਹਨ। ਨਸਬੰਦੀ ਲਈ ਸਰਕਾਰੀ ਟੀਚੇ ਅਕਸਰ ਸਿਹਤ ਕਰਮਚਾਰੀਆਂ 'ਤੇ ਕੋਟੇ ਨੂੰ ਪੂਰਾ ਕਰਨ ਲਈ ਦਬਾਅ ਪਾਉਂਦੇ ਹਨ, ਔਰਤਾਂ ਦੀ ਤੰਦਰੁਸਤੀ ਅਤੇ ਨੈਤਿਕ ਵਿਚਾਰਾਂ ਨਾਲ ਸਮਝੌਤਾ ਕਰਦੇ ਹਨ। ਨਸਬੰਦੀ ਔਰਤਾਂ 'ਤੇ ਅਨੁਪਾਤਕ ਤੌਰ 'ਤੇ ਨਿਸ਼ਾਨਾ ਹੈ, ਜੋ ਕਿ ਲਿੰਗ ਅਸਮਾਨਤਾ ਨੂੰ ਕਾਇਮ ਰੱਖਦੀ ਹੈ ਅਤੇ ਪ੍ਰਜਨਨ ਵਿਕਲਪਾਂ ਨੂੰ ਸੀਮਿਤ ਕਰਦੀ ਹੈ। NFHS-4 (2015-16) ਦੇ ਅਨੁਸਾਰ, ਔਰਤਾਂ ਦੀ ਨਸਬੰਦੀ 37.9% ਹੈ, ਜਦੋਂ ਕਿ ਪੁਰਸ਼ ਨਸਬੰਦੀ ਸਿਰਫ 0.3% ਹੈ, ਜੋ ਪਰਿਵਾਰ ਨਿਯੋਜਨ ਵਿੱਚ ਮਰਦਾਂ ਦੀ ਭਾਗੀਦਾਰੀ ਦੀ ਘਾਟ ਨੂੰ ਉਜਾਗਰ ਕਰਦਾ ਹੈ। [762, 340, 1001, 540]
headline-part-1: ਔਰਤਾਂ 'ਤੇ ਵਧਦਾ ਬੋਝ: [152, 129, 534, 183]
paragraph: ਸਰਕਾਰ ਦੁਆਰਾ ਪੇਸ਼ ਕੀਤੇ ਨਕਦ ਪ੍ਰੋਤਸਾਹਨ ਜਾਗਰੂਕਤਾ ਦੀ ਮਾੜੀ ਪ੍ਰਾਪਤ ਦੇ ਕਾਰਨ ਘੱਟ ਵਰਤੇ ਜਾਂਦੇ ਹਨ, ਜਿਸ ਨਾਲ ਬਹੁਤ ਸਾਰੇ ਆਦਮੀ ਉਪਲਬਧ ਵਿੱਤੀ ਸਹਾਇਤਾ ਤੋਂ ਅਣਜਾਣ ਰਹਿੰਦੇ ਹਨ। ਇਸੇ ਤਰ੍ਹਾਂ ਵਿੱਚ ਵਿਆਪਕ ਧਾਰਨਾ ਹੈ ਕਿ ਨਸਬੰਦੀ ਅਸਫਲ ਵਿੱਚ ਇਸ ਨੂੰ ਵੱਧ ਜੋਖਮ ਸ਼ਾਮਲ ਹੁੰਦਾ ਹੈ, ਜਿਸ ਕਾਰਨ ਮਰਦ ਇਸ ਪ੍ਰਕਿਰਿਆ ਤੋਂ ਦੂਰ ਰਹਿੰਦੇ ਹਨ। ਨਸਬੰਦੀ ਦੀ ਸੁਰੱਖਿਆ ਬਾਰੇ ਗ਼ਲਤ ਜਾਣਕਾਰੀ, ਜਿਸ ਵਿੱਚ ਮਾੜੇ ਪ੍ਰਭਾਵਾਂ ਅਤੇ ਜਟਿਲਤਾਵਾਂ ਦੇ ਡਰ ਸ਼ਾਮਲ ਹਨ, ਅਕਸਰ ਪੁਰਸ਼ਾਂ ਨੂੰ ਪ੍ਰਕਿਰਿਆ 'ਤੇ ਨਜ਼ਰ ਰੱਖਣ ਤੋਂ ਰੋਕਦੇ ਹਨ। ਬਹੁਤ ਸਾਰੇ ਪੇਂਡੂ ਖੇਤਰਾਂ ਵਿੱਚ ਸਿਖਲਾਈ ਪ੍ਰਾਪਤ ਸਿਹਤ ਸੰਭਾਲ ਪ੍ਰਦਾਤਾਵਾਂ ਦੀ ਘਾਟ ਹੈ, ਨਸਬੰਦੀ ਪ੍ਰਕਿਰਿਆਵਾਂ ਤੱਕ ਪਹੁੰਚ ਨੂੰ ਸੀਮਤ ਕਰਦਾ ਹੈ। ਭਾਰਤ ਦੇ ਨਸਬੰਦੀ ਪ੍ਰੋਗਰਾਮ ਵਿੱਚ ਚੁਣੌਤੀਆਂ ਵਿੱਚ ਸੁਚਿਤ ਸਹਿਮਤੀ ਦੀ ਘਾਟ ਵੀ ਸ਼ਾਮਲ ਹੈ। [524, 468, 748, 718]
brand-block [1286, 26, 1448, 79]
section-title: ਸਾਹਿਤਕ [683, 17, 857, 80]
author-portrait-icon [524, 226, 748, 457]
publication-email[interactable]: Info@paigamejagat.com [74, 49, 233, 65]
portrait-face [598, 273, 675, 369]
paragraph: ਸਕਦਾ ਹੈ। ਮੀਡੀਆ ਪ੍ਰਤਾਨਿਧਾਂ ਨਾਲ ਹੋਣ ਵਾਲੀ ਸਿਆਸੀ ਸੰਵਾਦ ਨਹੀਂ ਹੁੰਦਾ ਬਲਕਿ ਸੁਣਾਈ ਹੁੰਦੀ ਹੈ ਅਤੇ ਪੰਜਾਬ ਦੇ ਸਿਆਸੀ ਮਾਹੌਲ ਨੂੰ ਕੋਈ ਨਵਾਂ ਸਿਆਸੀ ਏਜੰਡਾ ਨਹੀਂ ਮਿਲ ਰਿਹਾ। ਸਿਆਸੀ ਪਾਰਟੀਆਂ ਦੇ ਆਗੂਆਂ ਦੀ ਬਿਆਨਬਾਜ਼ੀ ਪੰਜਾਬ ਦੇ ਲੋਕਾਂ ਦੇ ਅਸਲ ਮੁੱਦਿਆਂ ਤੋਂ ਬਹੁਤ ਦੂਰ ਹੈ। ਵਿਦਿਆਰਥੀ ਜਥੇਬੰਦੀਆਂ ਅਤੇ ਸਭਿਆਚਾਰਕ ਜਥੇਬੰਦੀਆਂ ਵਲੋਂ ਸਮਾਜ ਨੂੰ ਜਾਗਰੂਕ ਕਰਨ ਦਾ ਕੰਮ ਵੀ ਪਹਿਲਾਂ ਵਰਗਾ ਨਹੀਂ ਰਿਹਾ। [31, 1257, 263, 1388]
headline-part-2: ਪਰਿਵਾਰ ਨਿਯੋਜਨ ਵਿੱਚ [549, 129, 937, 183]
farmer-head [792, 2070, 812, 2093]
farmer-torso [944, 2110, 976, 2168]
headline-part-2: ਸਮਝ ਅਤੇ ਵਰਤਾਰੇ [484, 830, 855, 889]
paragraph: ਸਰਵੇਖਣ ਦੇ ਅਨੁਸਾਰ, ਭਾਰਤ ਵਿੱਚ ਮਿੱਟੀ ਦਾ ਕਟਾਅ ਇੱਕ ਤਿਹਾਈ, ਭਾਵ ਲਗਭਗ 12 ਕਰੋੜ ਹੈਕਟੇਅਰ, ਮਿੱਟੀ ਦੇ ਕਟੌਤੀ ਦੇ ਅਧੀਨ ਹੈ, ਜਿਸਦਾ ਸਿੱਧਾ ਅਸਰ ਖੇਤੀ ਉਤਪਾਦਨ 'ਤੇ ਪੈਂਦਾ ਹੈ। ਮਿੱਟੀ ਦੀ ਕਟਾਈ ਜਾਰੀ ਹੈ ਅਤੇ ਇਸ ਨਾਲ ਫਸਲਾਂ ਦੀ ਪੈਦਾਵਾਰ ਵਿੱਚ ਕਮੀ ਆ ਰਹੀ ਹੈ। ਭੋਜਨ ਉਤਪਾਦਨ ਵਿੱਚ ਸਵੈ-ਨਿਰਭਰ ਹੋਣ ਦੇ ਬਾਵਜੂਦ, ਰਸਾਇਣਕ ਖਾਦਾਂ ਦੀ ਵਿਆਪਕ ਵਰਤੋਂ ਨੇ ਮਿੱਟੀ ਦੀ ਕੁਦਰਤੀ ਉਪਜਾਊ ਸ਼ਕਤੀ ਨੂੰ ਘਟਾ ਦਿੱਤਾ ਹੈ। ਤੇਜ਼ਾਬ ਵਧਣਾ ਅਤੇ ਪਾਣੀ ਭਰਨਾ ਆਮ ਸਮੱਸਿਆਵਾਂ ਬਣ ਗਈਆਂ ਹਨ। ਮਿੱਟੀ ਨੂੰ ਬਚਾਉਣ ਲਈ ਫਸਲੀ ਚੱਕਰ ਅਪਣਾਉਣਾ, ਜੈਵਿਕ ਖਾਦਾਂ ਦੀ ਵਰਤੋਂ ਕਰਨਾ ਅਤੇ ਰੁੱਖ ਲਗਾਉਣਾ ਬਹੁਤ ਜ਼ਰੂਰੀ ਹੈ। ਭਾਰਤ ਵਿੱਚ ਲਗਭਗ 18 ਫੀਸਦੀ ਆਬਾਦੀ ਦਾ ਢਿੱਡ ਭਰਨ ਵਾਲੀ ਮਿੱਟੀ ਦੀ ਸਿਹਤ ਖਤਰੇ ਵਿੱਚ ਹੈ। ਪਰਾਲੀ ਸਾੜਨ ਨਾਲ ਵੀ ਮਿੱਟੀ ਦੇ ਮਿੱਤਰ ਕੀੜੇ ਮਰ ਜਾਂਦੇ ਹਨ ਅਤੇ ਮਿੱਟੀ ਦੀ ਉਪਰਲੀ ਪਰਤ ਖਰਾਬ ਹੋ ਜਾਂਦੀ ਹੈ। ਸ਼ਹਿਰੀਕਰਨ ਅਤੇ ਉਦਯੋਗੀਕਰਨ ਕਾਰਨ ਜ਼ਮੀਨ ਦੀ ਵਰਤੋਂ ਵਿੱਚ ਆ ਰਹੇ ਬਦਲਾਅ ਵੀ ਮਿੱਟੀ ਦੇ ਪ੍ਰਦੂਸ਼ਣ ਦਾ ਕਾਰਨ ਹਨ। ਉਦਯੋਗਾਂ ਦਾ ਰਹਿੰਦ-ਖੂੰਹਦ ਮਿੱਟੀ ਵਿੱਚ ਮਿਲ ਕੇ ਉਸ ਨੂੰ ਜ਼ਹਿਰੀਲਾ ਬਣਾ ਰਿਹਾ ਹੈ। [331, 1752, 625, 2003]
farmer-legs [787, 2161, 816, 2230]
section-divider [17, 1648, 1523, 1650]
headline-part-3: ਉਤਪਾਦਨ ਘਟ ਰਿਹਾ ਹੈ [879, 1657, 1362, 1723]
headline-band [17, 119, 1523, 205]
author-photo-icon [35, 2042, 143, 2165]
brand-name: ਪੈਗ਼ਾਮ-ਏ-ਜਗਤ [1285, 26, 1448, 58]
paragraph: ਨੂੰ ਪ੍ਰਭਾਵਿਤ ਕਰਦਾ ਹੈ। ਆਜ਼ਾਦੀ ਤੋਂ ਬਾਅਦ ਅਨਾਜ ਦੀ ਵਧਦੀ ਲੋੜ ਅਤੇ ਅਨਾਜ ਲਈ ਵਿਦੇਸ਼ਾਂ 'ਤੇ ਨਿਰਭਰਤਾ ਨੂੰ ਧਿਆਨ ਵਿੱਚ ਰੱਖਦਿਆਂ ਹਰੀ ਕ੍ਰਾਂਤੀ ਦਾ ਪ੍ਰਯੋਗ ਸ਼ੁਰੂ ਕੀਤਾ ਗਿਆ ਜਿਸ ਦਾ ਮੁੱਖ ਟੀਚਾ ਵੱਧ ਤੋਂ ਵੱਧ ਅਨਾਜ ਪੈਦਾ ਕਰਨਾ ਸੀ। ਤਕਨਾਲੋਜੀ ਦਾ ਸਹਾਰਾ ਲੈਂਦਿਆਂ ਰਸਾਇਣਕ ਖਾਦਾਂ ਦੀ ਵਰਤੋਂ ਕੀਤੀ ਗਈ ਹੈ। ਰਸਾਇਣਕ ਕੀਟਨਾਸ਼ਕਾਂ ਅਤੇ ਖਾਦਾਂ ਦੀ ਬਹੁਤ ਜ਼ਿਆਦਾ ਵਰਤੋਂ ਨੇ ਮਿੱਟੀ ਨੂੰ ਜ਼ਹਿਰੀਲਾ ਬਣਾ ਦਿੱਤਾ ਹੈ। ਇਸ ਨਾਲ ਹਰੀ ਕ੍ਰਾਂਤੀ ਨੇ ਸਾਡੀ ਧਰਤੀ ਦੀ ਉਪਜਾਊ ਸ਼ਕਤੀ ਨੂੰ ਖੋਹ ਲਿਆ ਹੈ। ਮਿੱਟੀ ਦੀ ਉਪਜਾਊ ਸ਼ਕਤੀ ਕਾਇਮ ਰੱਖਣ ਲਈ ਜੈਵਿਕ ਖਾਦਾਂ ਦੀ ਵਰਤੋਂ ਕਰਨੀ ਚਾਹੀਦੀ ਹੈ। [639, 1752, 923, 1901]
photo-crop-row [639, 2333, 1224, 2344]
author-details [151, 2037, 317, 2128]
author-mobile: (ਮੋ.) 7015375570 (ਟਾਕ+ਵਟਸਐਪ) [1289, 782, 1480, 796]
article-body-right [762, 217, 1509, 695]
photo-farmer-1 [778, 2070, 824, 2231]
photo-crop-row [639, 2287, 1224, 2298]
paragraph: ਜਿਹੜੀ ਸਿਆਸਤ ਪੰਜਾਬ ਵਾਸਤੇ ਸਮਝ ਦਾ ਵਿਸ਼ਾ ਬਣਨੀ ਚਾਹੀਦੀ ਸੀ, ਉਹ ਪੰਜਾਬ ਨੂੰ ਬਦਲਾਉਣ ਵਿਚ ਕੋਈ ਨਵਾਂ ਰਾਹ ਨਹੀਂ ਦੇ ਸਕੀ। ਕਾਂਗਰਸ ਵਿਚ ਮੌਕੇ ਦੇ ਬਾਹਰ ਹਰਿਆਣਾ ਦੀ ਸਿਆਸਤ ਵਿਚ ਪੰਜਾਬ ਦੇ ਪਾਣੀ ਅਤੇ ਜ਼ਮੀਨ ਦਾ ਮਸਲਾ ਅਤੇ ਸਿਆਸੀ ਵਿਰੋਧੀਆਂ ਤੋਂ ਜਵਾਬ ਸਮੇਂ ਦੇ ਨਾਲ ਬਦਲਦੇ ਰਹੇ। ਪੰਜਾਬ ਦੀ ਸਿਆਸਤ ਨੂੰ ਸਮਝਣ ਲਈ ਇਹ ਬਹੁਤ ਜ਼ਰੂਰੀ ਹੈ ਕਿ ਪੰਜਾਬ ਦੀ ਵਿਰਾਸਤੀ ਸੂਝ ਨੂੰ ਨਵੀਂ ਪੀੜ੍ਹੀ ਤੱਕ ਪਹੁੰਚਾਇਆ ਜਾਵੇ, ਤਾਂ ਜੋ ਪੰਜਾਬ ਦੀ ਜਵਾਨੀ ਆਪਣੀ ਵਿਰਾਸਤ ਅਤੇ ਸਿਆਸਤ ਨੂੰ ਸਹੀ ਤਰ੍ਹਾਂ ਸਮਝ ਸਕੇ। ਹੁਣ ਤੱਕ ਪੰਜਾਬ ਦੀ ਸਿਆਸਤ ਵਿੱਚ ਪੰਜਾਬ ਦੇ ਅਸਲ ਮੁੱਦੇ ਗਾਇਬ ਰਹੇ ਹਨ ਅਤੇ ਵਰਤਾਰਾ ਸਮਝ ਤੋਂ ਦੂਰ ਹੁੰਦਾ ਗਿਆ ਹੈ। ਜਵਾਨੀ ਨੂੰ ਆਪਣੀਆਂ ਜੜ੍ਹਾਂ ਨਾਲ ਜੁੜ ਕੇ ਹੀ ਇਸ ਪ੍ਰਸੰਗ ਨੂੰ ਸਮਝਣ ਦੀ ਲੋੜ ਹੈ। [280, 1290, 513, 1507]
dateline: ਪੈਗ਼ਾਮ-ਏ-ਜਗਤ [31, 219, 97, 232]
paragraph: ਗੁਰੂ ਦੇ ਨਾਮ ਤੇ ਜਿਊਂਦਾ ਵਾਲਾ ਪੰਜਾਬ ਜੋ ਇਸ ਵਲ ਵੇਖਣਾ ਨਹੀਂ ਜਾ ਰਿਹਾ ਨਹੀਂ ਮਨਾਇਆ ਤਾਂ ਪੰਜਾਬੀਅਤ ਸੁਪਨਿਆਂ ਵਿੱਚ ਵੱਲੋਂ ਦਾ ਪੰਜਾਬ ਦੀ ਕਿਧਰੇ ਨਜ਼ਰ ਨਹੀਂ ਆ ਰਿਹਾ? ਇਸ ਨੂੰ ਪੰਜਾਬ ਦੀ ਚੇਤਨਾ ਨਾਲ ਹੀ ਸਿਆਸੀ ਜੁਗਤਬੰਦੀ ਤੱਕ ਪਹੁੰਚ ਗਏ ਪੰਜਾਬ ਵਾਂਗ ਵੇਖੀਏ ਤਾਂ ਭਾਈਚਾਰਕ ਸਾਂਝ ਤੋਂ ਵੱਟ ਵੱਲ ਦੀ ਸਿਆਸਤ ਵੱਲ ਪਹੁੰਚੇ ਪੰਜਾਬ ਵਾਂਗ ਸਮਝਿਆ ਅਤੇ ਸਮਝਾਇਆ ਜਾ ਸਕਦਾ ਹੈ। ਇਸੇ ਦੇ ਨਾਲ ਨਾਲ ਪੰਜਾਬ ਦੀ ਵਿਰਾਸਤ ਪ੍ਰਤੀ ਪੰਜਾਬੀ ਵਾਰਸਾਂ ਦੀ ਅਣਗਹਿਲੀ ਦਾ ਹਾਲ ਇਹ ਹੋ ਗਿਆ ਹੈ ਕਿ ਵਿਰਾਸਤਾਂ ਦੀ ਸੰਭਾਲ ਕਰਨ ਦਾ ਪੱਧਰ ਹੇਠਾਂ ਆ ਗਿਆ ਹੈ। [31, 962, 263, 1128]
paragraph: ਪੰਜਾਬ ਨੂੰ ਦੁਨੀਆਂ ਦੇ ਨਕਸ਼ੇ ਤੇ ਵਿਸ਼ੇਸ਼ ਦਰਜਾ ਦੇਣ ਵਾਲੀ ਪੰਜਾਬੀਅਤ ਦੇ ਫਿਕਰਮੰਦ ਪੰਜਾਬੀ ਲੋਕ ਅੱਜ ਸੋਚਦੇ ਹਨ ਕਿ ਪੰਜਾਬ ਦੀ ਸਿਆਸਤ ਕਿਧਰ ਜਾ ਰਹੀ ਹੈ। ਇਸ ਨੂੰ ਸਮਝਣ ਲਈ ਪੰਜਾਬ ਦੇ ਸਿਆਸੀ ਇਤਿਹਾਸ ਨੂੰ ਸਮਝਣਾ ਪਵੇਗਾ ਅਤੇ ਉਸ ਦੀ ਵਿਆਖਿਆ ਨਵੇਂ ਸਿਰੇ ਤੋਂ ਕਰਨੀ ਪਵੇਗੀ। ਪੰਜਾਬ ਦਾ ਭਵਿੱਖ ਬਹੁਤਾ ਉਸ ਦੀ ਸਿਆਸਤ ਉੱਤੇ ਨਿਰਭਰ ਕਰਦਾ ਹੈ। [31, 1135, 263, 1250]
headline-band [17, 818, 1523, 910]
portrait-necklace [609, 378, 666, 409]
